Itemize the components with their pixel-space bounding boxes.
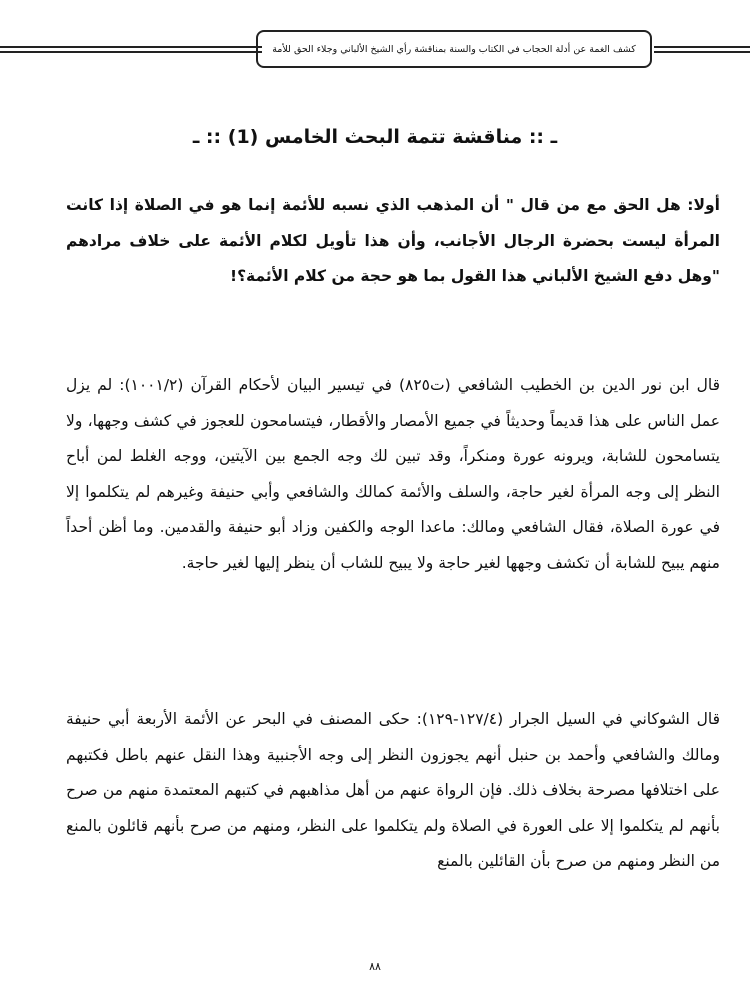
page-number: ٨٨ — [369, 960, 381, 973]
header-rule-left-bottom — [0, 51, 262, 53]
header-rule-right-bottom — [654, 51, 750, 53]
header-rule-right-top — [654, 46, 750, 48]
paragraph-shawkani-quote: قال الشوكاني في السيل الجرار (١٢٧/٤-١٢٩): حكى المصنف في البحر عن الأئمة الأربعة أبي حنيفة ومالك والشافعي وأحمد بن حنبل أنهم يجوزون النظر إلى وجه الأجنبية وهذا النقل عنهم باطل فكتبهم على اختلافها مصرحة بخلاف ذلك. فإن الرواة عنهم من أهل مذاهبهم في كتبهم المعتمدة منهم من صرح بأنهم لم يتكلموا إلا على العورة في الصلاة ولم يتكلموا على النظر، ومنهم من صرح بأنهم قائلون بالمنع من النظر ومنهم من صرح بأن القائلين بالمنع — [66, 710, 720, 870]
section-title: ـ :: مناقشة تتمة البحث الخامس (1) :: ـ — [192, 126, 558, 148]
running-header-title: كشف الغمة عن أدلة الحجاب في الكتاب والسنة بمناقشة رأي الشيخ الألباني وجلاء الحق للأمة — [272, 43, 636, 55]
running-header — [256, 30, 652, 68]
header-rule-left-top — [0, 46, 262, 48]
paragraph-ibn-nur-al-din-quote: قال ابن نور الدين بن الخطيب الشافعي (ت٨٢٥) في تيسير البيان لأحكام القرآن (١٠٠١/٢): لم يزل عمل الناس على هذا قديماً وحديثاً في جميع الأمصار والأقطار، فيتسامحون للعجوز في كشف وجهها، ولا يتسامحون للشابة، ويرونه عورة ومنكراً، وقد تبين لك وجه الجمع بين الآيتين، ووجه الغلط لمن أباح النظر إلى وجه المرأة لغير حاجة، والسلف والأئمة كمالك والشافعي وأبي حنيفة وغيرهم لم يتكلموا إلا في عورة الصلاة، فقال الشافعي ومالك: ماعدا الوجه والكفين وزاد أبو حنيفة والقدمين. وما أظن أحداً منهم يبيح للشابة أن تكشف وجهها لغير حاجة ولا يبيح للشاب أن ينظر إليها لغير حاجة. — [66, 376, 721, 572]
paragraph-question: أولا: هل الحق مع من قال " أن المذهب الذي نسبه للأئمة إنما هو في الصلاة إذا كانت المرأة ليست بحضرة الرجال الأجانب، وأن هذا تأويل لكلام الأئمة على خلاف مرادهم "وهل دفع الشيخ الألباني هذا القول بما هو حجة من كلام الأئمة؟! — [66, 196, 720, 285]
